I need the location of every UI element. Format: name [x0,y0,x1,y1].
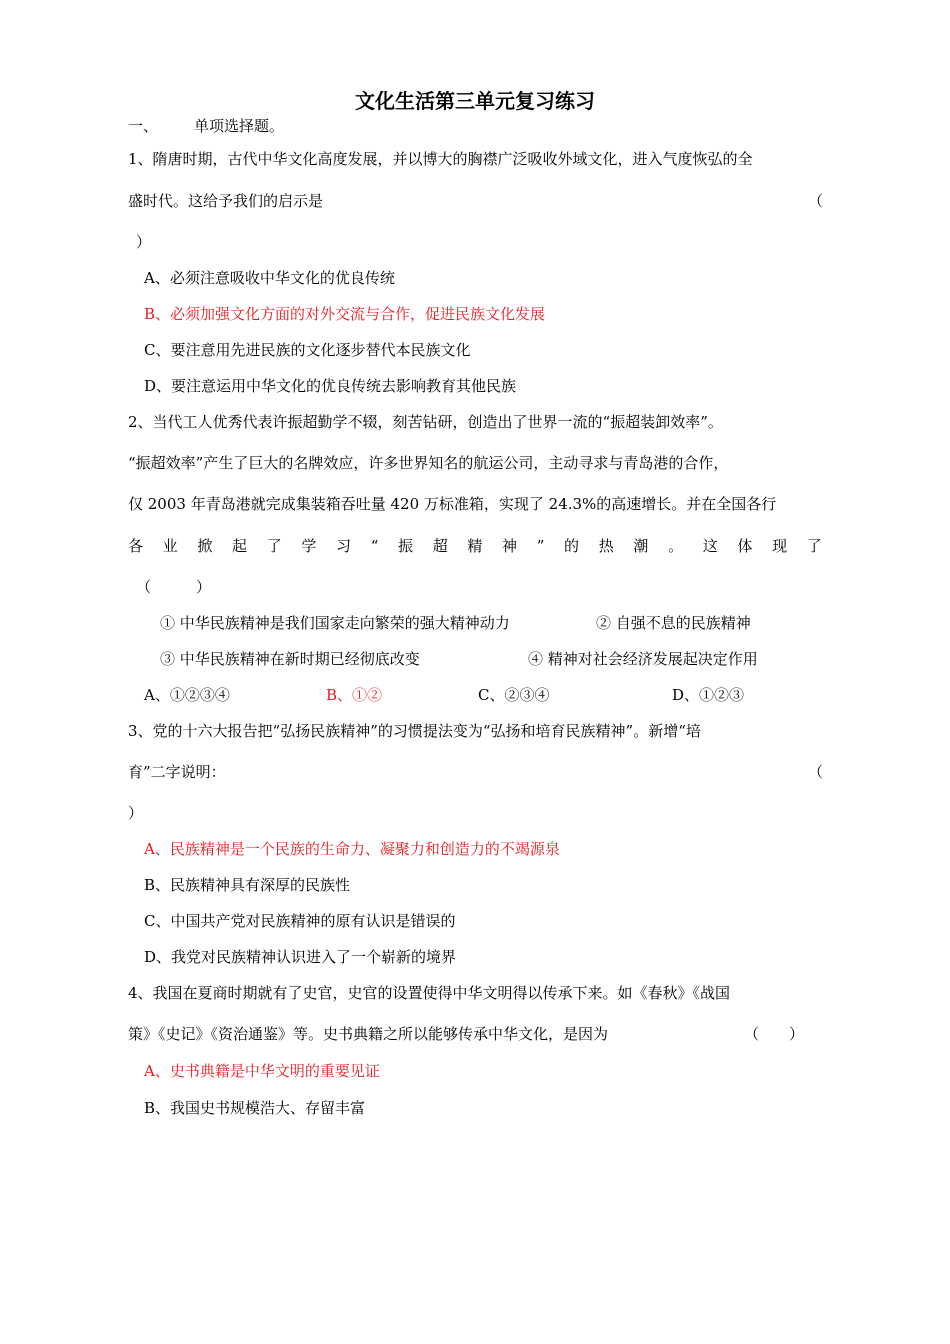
q1-option-d: D、要注意运用中华文化的优良传统去影响教育其他民族 [144,377,517,395]
q3-option-a-answer: A、民族精神是一个民族的生命力、凝聚力和创造力的不竭源泉 [144,840,560,858]
q2-option-b-answer: B、①② [326,686,383,704]
q2-item-3: ③ 中华民族精神在新时期已经彻底改变 [160,650,420,668]
q4-stem-line-1: 4、我国在夏商时期就有了史官，史官的设置使得中华文明得以传承下来。如《春秋》《战国 [128,984,731,1002]
q2-char: 掀 [197,537,213,555]
q2-char: 现 [772,537,788,555]
q2-char: 习 [336,537,352,555]
q2-char: 了 [806,537,822,555]
q2-stem-line-4 [128,536,822,556]
q2-item-4: ④ 精神对社会经济发展起决定作用 [528,650,758,668]
q1-option-b-answer: B、必须加强文化方面的对外交流与合作，促进民族文化发展 [144,305,546,323]
q4-stem-line-2: 策》《史记》《资治通鉴》等。史书典籍之所以能够传承中华文化，是因为 [128,1025,609,1043]
q2-char: 体 [737,537,753,555]
q2-char: 超 [432,537,448,555]
q1-stem-line-2: 盛时代。这给予我们的启示是 [128,192,324,210]
q3-option-d: D、我党对民族精神认识进入了一个崭新的境界 [144,948,457,966]
q3-option-c: C、中国共产党对民族精神的原有认识是错误的 [144,912,456,930]
q2-char: 了 [266,537,282,555]
q2-option-c: C、②③④ [478,686,550,704]
q1-stem-line-1: 1、隋唐时期，古代中华文化高度发展，并以博大的胸襟广泛吸收外域文化，进入气度恢弘的全 [128,150,753,168]
q2-char: 各 [128,537,144,555]
q2-stem-line-1: 2、当代工人优秀代表许振超勤学不辍，刻苦钻研，创造出了世界一流的“振超装卸效率”。 [128,413,723,431]
section-heading: 单项选择题。 [194,117,285,135]
q1-option-a: A、必须注意吸收中华文化的优良传统 [144,269,395,287]
q2-char: 学 [301,537,317,555]
q2-char: 的 [564,537,580,555]
q2-char: “ [370,537,379,555]
q1-answer-paren-close: ） [136,233,152,251]
q2-char: 。 [668,537,684,555]
q2-item-1: ① 中华民族精神是我们国家走向繁荣的强大精神动力 [160,614,510,632]
q3-answer-paren-close: ） [128,804,144,822]
q2-item-2: ② 自强不息的民族精神 [596,614,751,632]
q2-char: 热 [598,537,614,555]
page-title: 文化生活第三单元复习练习 [355,89,595,113]
q2-stem-line-2: “振超效率”产生了巨大的名牌效应，许多世界知名的航运公司，主动寻求与青岛港的合作， [128,454,729,472]
q2-char: 起 [232,537,248,555]
q4-option-b: B、我国史书规模浩大、存留丰富 [144,1099,366,1117]
q3-stem-line-1: 3、党的十六大报告把“弘扬民族精神”的习惯提法变为“弘扬和培育民族精神”。新增“培 [128,722,701,740]
section-number: 一、 [128,117,159,135]
q2-answer-paren: （ ） [136,578,212,596]
q2-char: 神 [502,537,518,555]
q3-answer-paren-open: （ [808,763,824,781]
q1-option-c: C、要注意用先进民族的文化逐步替代本民族文化 [144,341,471,359]
q3-option-b: B、民族精神具有深厚的民族性 [144,876,351,894]
q3-stem-line-2: 育”二字说明： [128,763,226,781]
q2-char: 振 [398,537,414,555]
q4-answer-paren: （ ） [744,1025,805,1043]
q2-char: 业 [162,537,178,555]
q2-char: ” [536,537,545,555]
q2-option-d: D、①②③ [672,686,745,704]
q1-answer-paren-open: （ [808,192,824,210]
q2-char: 潮 [633,537,649,555]
q2-char: 精 [467,537,483,555]
q2-stem-line-3: 仅 2003 年青岛港就完成集装箱吞吐量 420 万标准箱，实现了 24.3%的高速增长。并在全国各行 [128,495,777,513]
q4-option-a-answer: A、史书典籍是中华文明的重要见证 [144,1062,380,1080]
q2-char: 这 [702,537,718,555]
q2-option-a: A、①②③④ [144,686,230,704]
